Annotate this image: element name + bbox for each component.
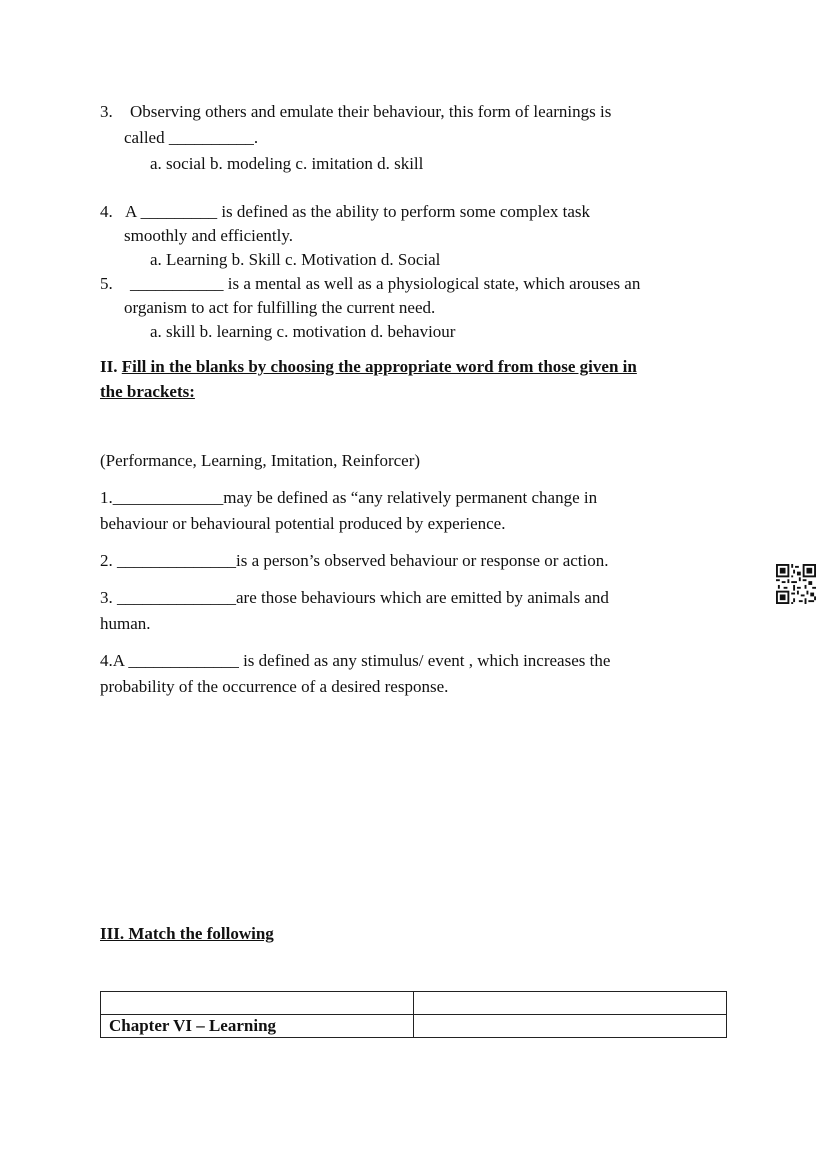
table-row — [101, 1015, 727, 1038]
section2-label: II. — [100, 357, 118, 376]
q5-text-line1: ___________ is a mental as well as a physiological state, which arouses an — [130, 274, 641, 293]
section2-heading — [100, 357, 637, 377]
table-cell — [414, 1015, 727, 1038]
fill-item-4-line2: probability of the occurrence of a desired response. — [100, 677, 449, 696]
q5-text-line2: organism to act for fulfilling the current need. — [124, 298, 436, 317]
q4-text-line2: smoothly and efficiently. — [124, 226, 294, 245]
q4-number: 4. — [100, 202, 113, 221]
fill-item-1-line2: behaviour or behavioural potential produced by experience. — [100, 514, 506, 533]
q5-options: a. skill b. learning c. motivation d. behaviour — [150, 322, 456, 341]
q3-text-line1: Observing others and emulate their behaviour, this form of learnings is — [130, 102, 612, 121]
fill-item-4-line1: 4.A _____________ is defined as any stimulus/ event , which increases the — [100, 651, 611, 670]
fill-item-1-line1: 1._____________may be defined as “any relatively permanent change in — [100, 488, 598, 507]
q3-options: a. social b. modeling c. imitation d. skill — [150, 154, 424, 173]
section3-title: III. Match the following — [100, 924, 274, 943]
q5-number: 5. — [100, 274, 113, 293]
q4-options: a. Learning b. Skill c. Motivation d. Social — [150, 250, 441, 269]
section2-title-line1: Fill in the blanks by choosing the appropriate word from those given in — [121, 357, 637, 376]
table-cell-chapter: Chapter VI – Learning — [101, 1015, 414, 1038]
q3-number: 3. — [100, 102, 113, 121]
word-bank: (Performance, Learning, Imitation, Reinforcer) — [100, 451, 421, 470]
section2-title-line2: the brackets: — [100, 382, 195, 401]
match-table — [100, 991, 727, 1038]
qr-code-icon — [776, 564, 816, 604]
fill-item-3-line1: 3. ______________are those behaviours which are emitted by animals and — [100, 588, 609, 607]
table-cell — [101, 992, 414, 1015]
fill-item-2-line1: 2. ______________is a person’s observed behaviour or response or action. — [100, 551, 609, 570]
q3-text-line2: called __________. — [124, 128, 259, 147]
table-cell — [414, 992, 727, 1015]
table-row — [101, 992, 727, 1015]
fill-item-3-line2: human. — [100, 614, 151, 633]
q4-text-line1: A _________ is defined as the ability to perform some complex task — [125, 202, 591, 221]
